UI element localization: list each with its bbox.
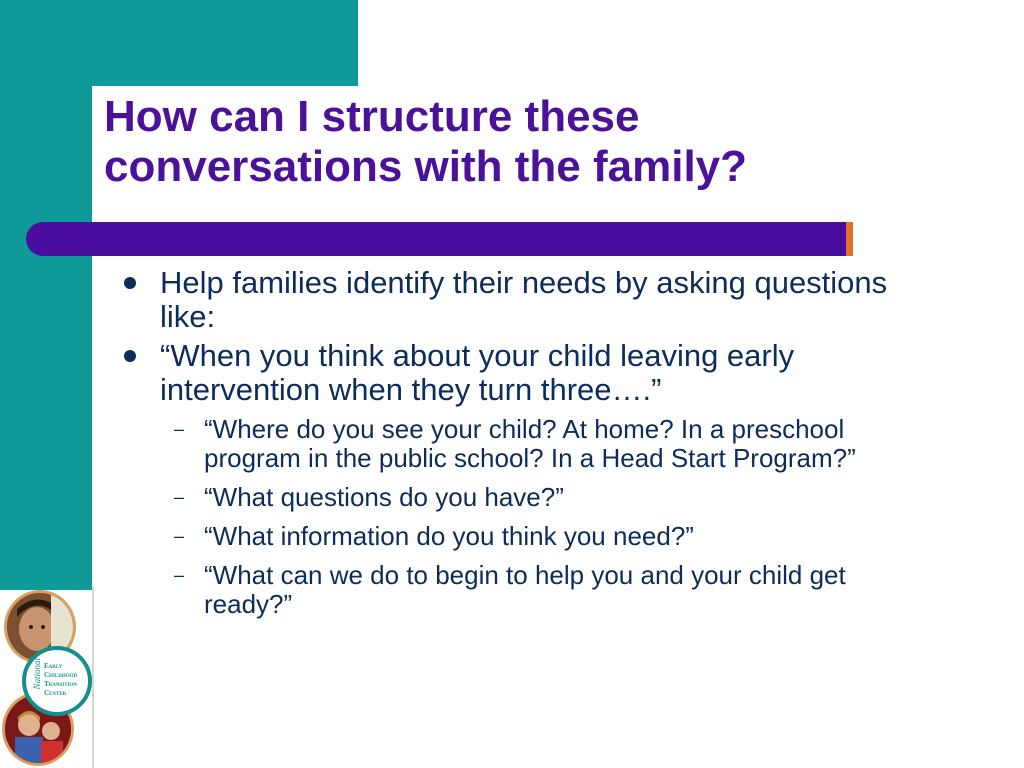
logo-line: Childhood <box>44 671 78 679</box>
sub-bullet-item <box>124 561 924 619</box>
logo-side-text: National <box>32 658 42 690</box>
bullet-dot-icon <box>124 350 136 362</box>
sub-bullet-text: “Where do you see your child? At home? In a preschool program in the public school? In a Head Start Program?” <box>204 414 856 473</box>
title-underline-bar <box>26 222 852 256</box>
sub-bullet-text: “What information do you think you need?” <box>204 521 694 551</box>
dash-icon: – <box>174 565 185 585</box>
sub-bullet-list <box>124 415 924 619</box>
bullet-list <box>124 266 924 629</box>
logo-line: Center <box>44 689 67 697</box>
title-bar-accent <box>846 222 853 256</box>
dash-icon: – <box>174 419 185 439</box>
slide-title: How can I structure these conversations with the family? <box>104 92 748 191</box>
sub-bullet-item <box>124 522 924 551</box>
bullet-dot-icon <box>124 277 136 289</box>
bullet-text: Help families identify their needs by asking questions like: <box>160 265 888 334</box>
logo-seal <box>22 646 92 716</box>
sub-bullet-item <box>124 415 924 473</box>
logo-line: Transition <box>44 680 78 688</box>
decorative-edge-line <box>92 586 94 768</box>
bullet-item <box>124 266 924 334</box>
dash-icon: – <box>174 526 185 546</box>
sub-bullet-text: “What can we do to begin to help you and your child get ready?” <box>204 560 846 619</box>
logo-text <box>44 662 77 698</box>
logo-line: Early <box>44 662 63 670</box>
decorative-teal-strip <box>0 0 92 590</box>
sub-bullet-item <box>124 483 924 512</box>
sub-bullet-text: “What questions do you have?” <box>204 482 564 512</box>
bullet-item <box>124 339 924 407</box>
dash-icon: – <box>174 487 185 507</box>
bullet-text: “When you think about your child leaving early intervention when they turn three….” <box>160 338 795 407</box>
organization-logo <box>0 588 92 768</box>
